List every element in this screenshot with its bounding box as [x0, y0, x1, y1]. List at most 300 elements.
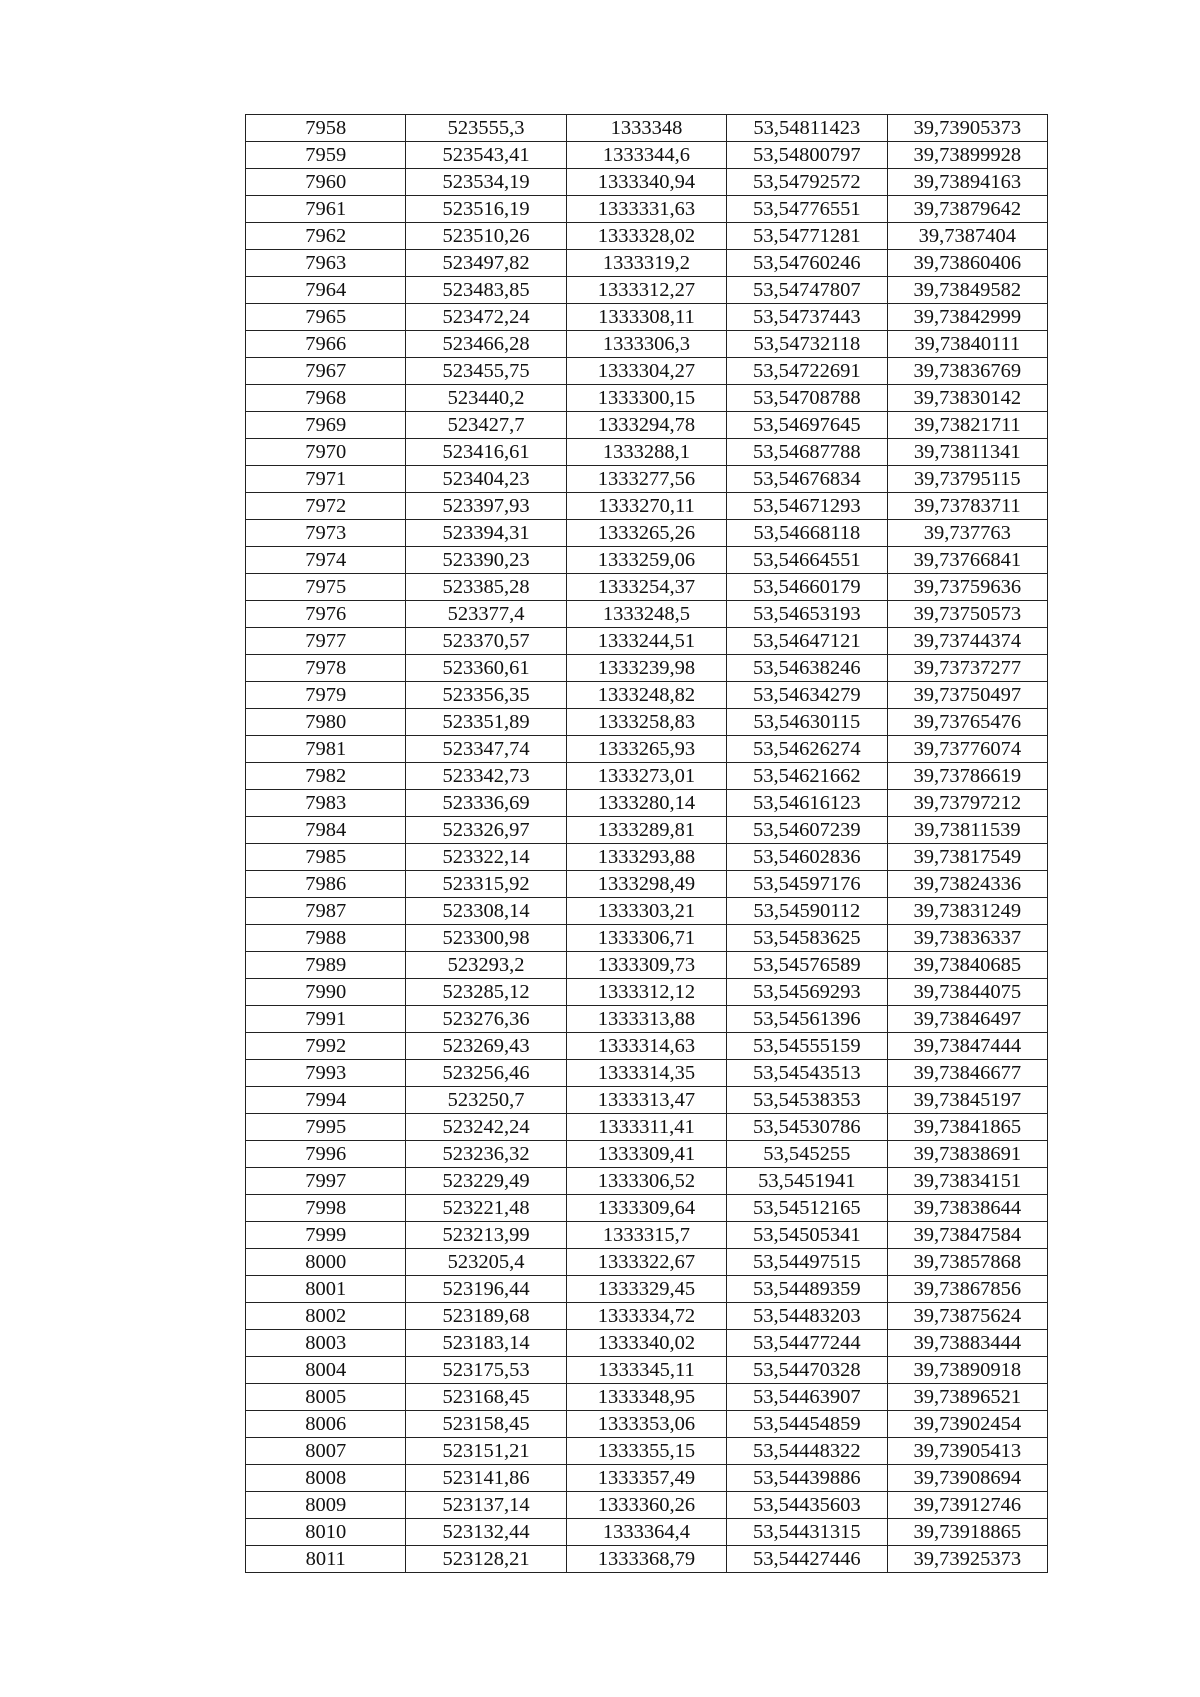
x-coordinate-cell: 523236,32: [406, 1141, 566, 1168]
latitude-cell: 53,54634279: [727, 682, 887, 709]
x-coordinate-cell: 523250,7: [406, 1087, 566, 1114]
x-coordinate-cell: 523455,75: [406, 358, 566, 385]
point-number-cell: 7981: [246, 736, 406, 763]
x-coordinate-cell: 523427,7: [406, 412, 566, 439]
y-coordinate-cell: 1333259,06: [566, 547, 726, 574]
x-coordinate-cell: 523293,2: [406, 952, 566, 979]
table-row: [246, 979, 1048, 1006]
longitude-cell: 39,73857868: [887, 1249, 1047, 1276]
y-coordinate-cell: 1333265,26: [566, 520, 726, 547]
table-row: [246, 277, 1048, 304]
latitude-cell: 53,54435603: [727, 1492, 887, 1519]
x-coordinate-cell: 523466,28: [406, 331, 566, 358]
point-number-cell: 7983: [246, 790, 406, 817]
longitude-cell: 39,73867856: [887, 1276, 1047, 1303]
point-number-cell: 7961: [246, 196, 406, 223]
latitude-cell: 53,54597176: [727, 871, 887, 898]
point-number-cell: 7964: [246, 277, 406, 304]
x-coordinate-cell: 523510,26: [406, 223, 566, 250]
latitude-cell: 53,54569293: [727, 979, 887, 1006]
latitude-cell: 53,54668118: [727, 520, 887, 547]
table-row: [246, 1546, 1048, 1573]
y-coordinate-cell: 1333314,35: [566, 1060, 726, 1087]
x-coordinate-cell: 523497,82: [406, 250, 566, 277]
x-coordinate-cell: 523189,68: [406, 1303, 566, 1330]
longitude-cell: 39,73836337: [887, 925, 1047, 952]
longitude-cell: 39,73894163: [887, 169, 1047, 196]
y-coordinate-cell: 1333329,45: [566, 1276, 726, 1303]
point-number-cell: 7996: [246, 1141, 406, 1168]
y-coordinate-cell: 1333322,67: [566, 1249, 726, 1276]
latitude-cell: 53,54463907: [727, 1384, 887, 1411]
point-number-cell: 7968: [246, 385, 406, 412]
latitude-cell: 53,54505341: [727, 1222, 887, 1249]
latitude-cell: 53,54530786: [727, 1114, 887, 1141]
x-coordinate-cell: 523151,21: [406, 1438, 566, 1465]
longitude-cell: 39,73844075: [887, 979, 1047, 1006]
longitude-cell: 39,73744374: [887, 628, 1047, 655]
longitude-cell: 39,73860406: [887, 250, 1047, 277]
y-coordinate-cell: 1333309,73: [566, 952, 726, 979]
point-number-cell: 7993: [246, 1060, 406, 1087]
table-row: [246, 628, 1048, 655]
point-number-cell: 7985: [246, 844, 406, 871]
table-row: [246, 817, 1048, 844]
table-row: [246, 1033, 1048, 1060]
latitude-cell: 53,54664551: [727, 547, 887, 574]
longitude-cell: 39,73783711: [887, 493, 1047, 520]
table-row: [246, 1141, 1048, 1168]
longitude-cell: 39,73918865: [887, 1519, 1047, 1546]
coordinates-table-body: [246, 115, 1048, 1573]
y-coordinate-cell: 1333293,88: [566, 844, 726, 871]
table-row: [246, 493, 1048, 520]
longitude-cell: 39,73766841: [887, 547, 1047, 574]
latitude-cell: 53,54747807: [727, 277, 887, 304]
point-number-cell: 7994: [246, 1087, 406, 1114]
y-coordinate-cell: 1333277,56: [566, 466, 726, 493]
x-coordinate-cell: 523175,53: [406, 1357, 566, 1384]
x-coordinate-cell: 523360,61: [406, 655, 566, 682]
y-coordinate-cell: 1333345,11: [566, 1357, 726, 1384]
table-row: [246, 358, 1048, 385]
latitude-cell: 53,54431315: [727, 1519, 887, 1546]
y-coordinate-cell: 1333239,98: [566, 655, 726, 682]
x-coordinate-cell: 523342,73: [406, 763, 566, 790]
latitude-cell: 53,54497515: [727, 1249, 887, 1276]
point-number-cell: 7973: [246, 520, 406, 547]
y-coordinate-cell: 1333340,02: [566, 1330, 726, 1357]
longitude-cell: 39,73845197: [887, 1087, 1047, 1114]
y-coordinate-cell: 1333348,95: [566, 1384, 726, 1411]
x-coordinate-cell: 523543,41: [406, 142, 566, 169]
y-coordinate-cell: 1333315,7: [566, 1222, 726, 1249]
longitude-cell: 39,73896521: [887, 1384, 1047, 1411]
latitude-cell: 53,54590112: [727, 898, 887, 925]
longitude-cell: 39,73883444: [887, 1330, 1047, 1357]
longitude-cell: 39,73899928: [887, 142, 1047, 169]
x-coordinate-cell: 523205,4: [406, 1249, 566, 1276]
x-coordinate-cell: 523213,99: [406, 1222, 566, 1249]
longitude-cell: 39,73830142: [887, 385, 1047, 412]
y-coordinate-cell: 1333312,12: [566, 979, 726, 1006]
point-number-cell: 7989: [246, 952, 406, 979]
table-row: [246, 1519, 1048, 1546]
x-coordinate-cell: 523183,14: [406, 1330, 566, 1357]
longitude-cell: 39,73847584: [887, 1222, 1047, 1249]
point-number-cell: 7990: [246, 979, 406, 1006]
point-number-cell: 7984: [246, 817, 406, 844]
y-coordinate-cell: 1333265,93: [566, 736, 726, 763]
latitude-cell: 53,54543513: [727, 1060, 887, 1087]
point-number-cell: 7967: [246, 358, 406, 385]
y-coordinate-cell: 1333258,83: [566, 709, 726, 736]
y-coordinate-cell: 1333313,88: [566, 1006, 726, 1033]
x-coordinate-cell: 523404,23: [406, 466, 566, 493]
table-row: [246, 385, 1048, 412]
point-number-cell: 7998: [246, 1195, 406, 1222]
latitude-cell: 53,54470328: [727, 1357, 887, 1384]
longitude-cell: 39,73765476: [887, 709, 1047, 736]
x-coordinate-cell: 523534,19: [406, 169, 566, 196]
y-coordinate-cell: 1333306,71: [566, 925, 726, 952]
x-coordinate-cell: 523168,45: [406, 1384, 566, 1411]
latitude-cell: 53,54792572: [727, 169, 887, 196]
point-number-cell: 7974: [246, 547, 406, 574]
latitude-cell: 53,5451941: [727, 1168, 887, 1195]
table-row: [246, 1411, 1048, 1438]
point-number-cell: 7958: [246, 115, 406, 142]
x-coordinate-cell: 523158,45: [406, 1411, 566, 1438]
y-coordinate-cell: 1333353,06: [566, 1411, 726, 1438]
x-coordinate-cell: 523141,86: [406, 1465, 566, 1492]
point-number-cell: 7995: [246, 1114, 406, 1141]
x-coordinate-cell: 523390,23: [406, 547, 566, 574]
x-coordinate-cell: 523356,35: [406, 682, 566, 709]
y-coordinate-cell: 1333355,15: [566, 1438, 726, 1465]
longitude-cell: 39,73908694: [887, 1465, 1047, 1492]
longitude-cell: 39,73811539: [887, 817, 1047, 844]
latitude-cell: 53,545255: [727, 1141, 887, 1168]
longitude-cell: 39,73838691: [887, 1141, 1047, 1168]
longitude-cell: 39,73834151: [887, 1168, 1047, 1195]
table-row: [246, 952, 1048, 979]
point-number-cell: 7960: [246, 169, 406, 196]
x-coordinate-cell: 523256,46: [406, 1060, 566, 1087]
latitude-cell: 53,54448322: [727, 1438, 887, 1465]
table-row: [246, 1438, 1048, 1465]
table-row: [246, 1465, 1048, 1492]
longitude-cell: 39,73811341: [887, 439, 1047, 466]
table-row: [246, 925, 1048, 952]
latitude-cell: 53,54676834: [727, 466, 887, 493]
longitude-cell: 39,73786619: [887, 763, 1047, 790]
longitude-cell: 39,73824336: [887, 871, 1047, 898]
y-coordinate-cell: 1333289,81: [566, 817, 726, 844]
longitude-cell: 39,73905413: [887, 1438, 1047, 1465]
table-row: [246, 1330, 1048, 1357]
table-row: [246, 1276, 1048, 1303]
point-number-cell: 8009: [246, 1492, 406, 1519]
y-coordinate-cell: 1333273,01: [566, 763, 726, 790]
y-coordinate-cell: 1333298,49: [566, 871, 726, 898]
longitude-cell: 39,73836769: [887, 358, 1047, 385]
longitude-cell: 39,73842999: [887, 304, 1047, 331]
point-number-cell: 8007: [246, 1438, 406, 1465]
latitude-cell: 53,54776551: [727, 196, 887, 223]
longitude-cell: 39,73902454: [887, 1411, 1047, 1438]
longitude-cell: 39,73750497: [887, 682, 1047, 709]
point-number-cell: 8006: [246, 1411, 406, 1438]
x-coordinate-cell: 523472,24: [406, 304, 566, 331]
longitude-cell: 39,737763: [887, 520, 1047, 547]
y-coordinate-cell: 1333348: [566, 115, 726, 142]
x-coordinate-cell: 523483,85: [406, 277, 566, 304]
table-row: [246, 1006, 1048, 1033]
point-number-cell: 7977: [246, 628, 406, 655]
table-row: [246, 682, 1048, 709]
latitude-cell: 53,54638246: [727, 655, 887, 682]
table-row: [246, 1249, 1048, 1276]
point-number-cell: 7970: [246, 439, 406, 466]
longitude-cell: 39,73925373: [887, 1546, 1047, 1573]
latitude-cell: 53,54760246: [727, 250, 887, 277]
y-coordinate-cell: 1333331,63: [566, 196, 726, 223]
point-number-cell: 8001: [246, 1276, 406, 1303]
x-coordinate-cell: 523370,57: [406, 628, 566, 655]
point-number-cell: 7966: [246, 331, 406, 358]
point-number-cell: 7992: [246, 1033, 406, 1060]
longitude-cell: 39,73795115: [887, 466, 1047, 493]
latitude-cell: 53,54538353: [727, 1087, 887, 1114]
longitude-cell: 39,73737277: [887, 655, 1047, 682]
table-row: [246, 520, 1048, 547]
longitude-cell: 39,73890918: [887, 1357, 1047, 1384]
y-coordinate-cell: 1333309,41: [566, 1141, 726, 1168]
table-row: [246, 898, 1048, 925]
latitude-cell: 53,54737443: [727, 304, 887, 331]
point-number-cell: 8002: [246, 1303, 406, 1330]
y-coordinate-cell: 1333319,2: [566, 250, 726, 277]
point-number-cell: 7980: [246, 709, 406, 736]
y-coordinate-cell: 1333364,4: [566, 1519, 726, 1546]
latitude-cell: 53,54427446: [727, 1546, 887, 1573]
table-row: [246, 736, 1048, 763]
longitude-cell: 39,73847444: [887, 1033, 1047, 1060]
longitude-cell: 39,73846677: [887, 1060, 1047, 1087]
y-coordinate-cell: 1333328,02: [566, 223, 726, 250]
x-coordinate-cell: 523351,89: [406, 709, 566, 736]
point-number-cell: 7986: [246, 871, 406, 898]
point-number-cell: 7969: [246, 412, 406, 439]
latitude-cell: 53,54630115: [727, 709, 887, 736]
x-coordinate-cell: 523269,43: [406, 1033, 566, 1060]
table-row: [246, 196, 1048, 223]
latitude-cell: 53,54732118: [727, 331, 887, 358]
latitude-cell: 53,54653193: [727, 601, 887, 628]
point-number-cell: 7959: [246, 142, 406, 169]
table-row: [246, 115, 1048, 142]
x-coordinate-cell: 523377,4: [406, 601, 566, 628]
table-row: [246, 790, 1048, 817]
latitude-cell: 53,54647121: [727, 628, 887, 655]
longitude-cell: 39,73838644: [887, 1195, 1047, 1222]
x-coordinate-cell: 523128,21: [406, 1546, 566, 1573]
x-coordinate-cell: 523397,93: [406, 493, 566, 520]
table-row: [246, 466, 1048, 493]
point-number-cell: 7979: [246, 682, 406, 709]
table-row: [246, 331, 1048, 358]
y-coordinate-cell: 1333306,3: [566, 331, 726, 358]
longitude-cell: 39,73875624: [887, 1303, 1047, 1330]
point-number-cell: 7999: [246, 1222, 406, 1249]
latitude-cell: 53,54800797: [727, 142, 887, 169]
latitude-cell: 53,54708788: [727, 385, 887, 412]
x-coordinate-cell: 523385,28: [406, 574, 566, 601]
x-coordinate-cell: 523440,2: [406, 385, 566, 412]
latitude-cell: 53,54561396: [727, 1006, 887, 1033]
table-row: [246, 412, 1048, 439]
latitude-cell: 53,54671293: [727, 493, 887, 520]
table-row: [246, 1384, 1048, 1411]
point-number-cell: 7975: [246, 574, 406, 601]
x-coordinate-cell: 523555,3: [406, 115, 566, 142]
x-coordinate-cell: 523308,14: [406, 898, 566, 925]
y-coordinate-cell: 1333248,82: [566, 682, 726, 709]
x-coordinate-cell: 523285,12: [406, 979, 566, 1006]
point-number-cell: 7997: [246, 1168, 406, 1195]
x-coordinate-cell: 523326,97: [406, 817, 566, 844]
table-row: [246, 304, 1048, 331]
longitude-cell: 39,73846497: [887, 1006, 1047, 1033]
y-coordinate-cell: 1333314,63: [566, 1033, 726, 1060]
x-coordinate-cell: 523242,24: [406, 1114, 566, 1141]
longitude-cell: 39,73849582: [887, 277, 1047, 304]
x-coordinate-cell: 523137,14: [406, 1492, 566, 1519]
latitude-cell: 53,54697645: [727, 412, 887, 439]
point-number-cell: 8008: [246, 1465, 406, 1492]
table-row: [246, 1168, 1048, 1195]
table-row: [246, 1492, 1048, 1519]
latitude-cell: 53,54483203: [727, 1303, 887, 1330]
table-row: [246, 655, 1048, 682]
point-number-cell: 7963: [246, 250, 406, 277]
point-number-cell: 7991: [246, 1006, 406, 1033]
table-row: [246, 601, 1048, 628]
y-coordinate-cell: 1333344,6: [566, 142, 726, 169]
longitude-cell: 39,73797212: [887, 790, 1047, 817]
longitude-cell: 39,73912746: [887, 1492, 1047, 1519]
x-coordinate-cell: 523196,44: [406, 1276, 566, 1303]
point-number-cell: 7972: [246, 493, 406, 520]
longitude-cell: 39,73759636: [887, 574, 1047, 601]
table-row: [246, 1303, 1048, 1330]
longitude-cell: 39,73840111: [887, 331, 1047, 358]
table-row: [246, 1357, 1048, 1384]
point-number-cell: 7962: [246, 223, 406, 250]
table-row: [246, 439, 1048, 466]
latitude-cell: 53,54576589: [727, 952, 887, 979]
longitude-cell: 39,7387404: [887, 223, 1047, 250]
x-coordinate-cell: 523394,31: [406, 520, 566, 547]
x-coordinate-cell: 523276,36: [406, 1006, 566, 1033]
point-number-cell: 8010: [246, 1519, 406, 1546]
longitude-cell: 39,73831249: [887, 898, 1047, 925]
latitude-cell: 53,54722691: [727, 358, 887, 385]
y-coordinate-cell: 1333288,1: [566, 439, 726, 466]
latitude-cell: 53,54616123: [727, 790, 887, 817]
point-number-cell: 8004: [246, 1357, 406, 1384]
latitude-cell: 53,54583625: [727, 925, 887, 952]
y-coordinate-cell: 1333311,41: [566, 1114, 726, 1141]
y-coordinate-cell: 1333294,78: [566, 412, 726, 439]
longitude-cell: 39,73840685: [887, 952, 1047, 979]
table-row: [246, 250, 1048, 277]
x-coordinate-cell: 523221,48: [406, 1195, 566, 1222]
y-coordinate-cell: 1333308,11: [566, 304, 726, 331]
longitude-cell: 39,73750573: [887, 601, 1047, 628]
latitude-cell: 53,54811423: [727, 115, 887, 142]
table-row: [246, 871, 1048, 898]
latitude-cell: 53,54555159: [727, 1033, 887, 1060]
table-row: [246, 547, 1048, 574]
x-coordinate-cell: 523347,74: [406, 736, 566, 763]
point-number-cell: 7982: [246, 763, 406, 790]
longitude-cell: 39,73821711: [887, 412, 1047, 439]
latitude-cell: 53,54626274: [727, 736, 887, 763]
point-number-cell: 7971: [246, 466, 406, 493]
table-row: [246, 1195, 1048, 1222]
longitude-cell: 39,73841865: [887, 1114, 1047, 1141]
longitude-cell: 39,73879642: [887, 196, 1047, 223]
y-coordinate-cell: 1333303,21: [566, 898, 726, 925]
y-coordinate-cell: 1333340,94: [566, 169, 726, 196]
point-number-cell: 7976: [246, 601, 406, 628]
x-coordinate-cell: 523322,14: [406, 844, 566, 871]
table-row: [246, 1060, 1048, 1087]
latitude-cell: 53,54660179: [727, 574, 887, 601]
y-coordinate-cell: 1333280,14: [566, 790, 726, 817]
latitude-cell: 53,54512165: [727, 1195, 887, 1222]
latitude-cell: 53,54607239: [727, 817, 887, 844]
y-coordinate-cell: 1333357,49: [566, 1465, 726, 1492]
point-number-cell: 8011: [246, 1546, 406, 1573]
y-coordinate-cell: 1333254,37: [566, 574, 726, 601]
y-coordinate-cell: 1333270,11: [566, 493, 726, 520]
y-coordinate-cell: 1333360,26: [566, 1492, 726, 1519]
point-number-cell: 7965: [246, 304, 406, 331]
y-coordinate-cell: 1333313,47: [566, 1087, 726, 1114]
latitude-cell: 53,54439886: [727, 1465, 887, 1492]
y-coordinate-cell: 1333248,5: [566, 601, 726, 628]
y-coordinate-cell: 1333304,27: [566, 358, 726, 385]
y-coordinate-cell: 1333244,51: [566, 628, 726, 655]
x-coordinate-cell: 523229,49: [406, 1168, 566, 1195]
latitude-cell: 53,54602836: [727, 844, 887, 871]
y-coordinate-cell: 1333309,64: [566, 1195, 726, 1222]
x-coordinate-cell: 523300,98: [406, 925, 566, 952]
point-number-cell: 8005: [246, 1384, 406, 1411]
y-coordinate-cell: 1333306,52: [566, 1168, 726, 1195]
longitude-cell: 39,73776074: [887, 736, 1047, 763]
latitude-cell: 53,54687788: [727, 439, 887, 466]
x-coordinate-cell: 523315,92: [406, 871, 566, 898]
table-row: [246, 169, 1048, 196]
y-coordinate-cell: 1333312,27: [566, 277, 726, 304]
table-row: [246, 1222, 1048, 1249]
table-row: [246, 574, 1048, 601]
coordinates-table: [245, 114, 1048, 1573]
